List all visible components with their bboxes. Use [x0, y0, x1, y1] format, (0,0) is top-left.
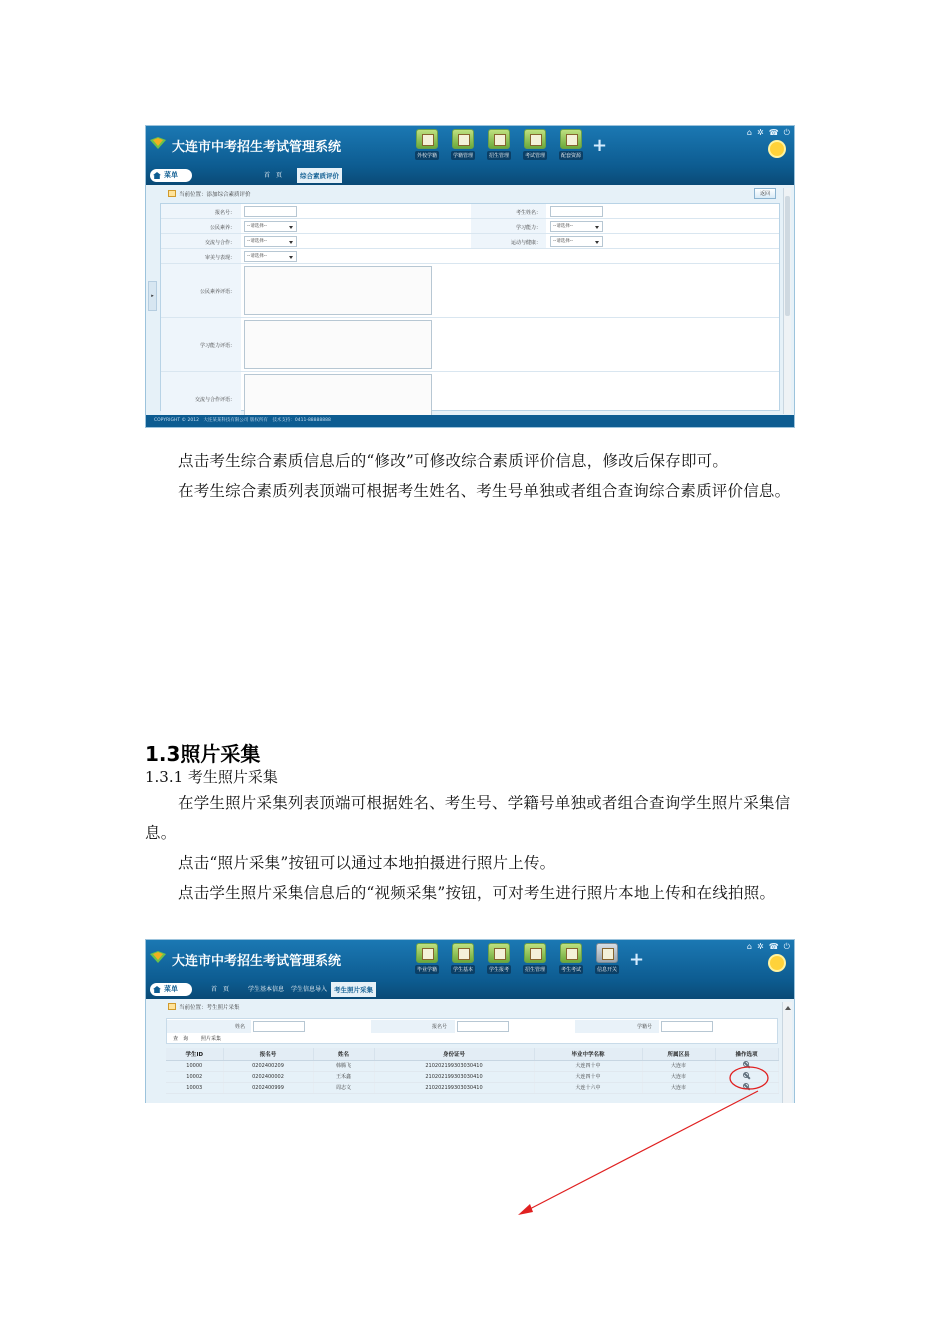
add-icon[interactable]: +: [592, 135, 608, 156]
back-button[interactable]: 返回: [754, 188, 776, 199]
logo-icon: [150, 951, 166, 963]
menu-button[interactable]: 菜单: [150, 983, 192, 996]
app-title: 大连市中考招生考试管理系统: [172, 140, 342, 155]
tab-bar: [146, 166, 794, 185]
photo-table: [166, 1048, 779, 1094]
nav-outside-student[interactable]: 外校学籍: [414, 129, 440, 160]
col-student-id[interactable]: 学生ID: [166, 1048, 223, 1060]
name-search-input[interactable]: [253, 1021, 305, 1032]
nav-exam[interactable]: 考生考试: [558, 943, 584, 974]
search-button[interactable]: 查 询: [173, 1036, 189, 1042]
chart-icon: [452, 943, 474, 963]
footer: COPYRIGHT © 2012 大连某某科技有限公司 版权所有 技术支持：0411-88888888: [146, 415, 794, 427]
name-label: 考生姓名：: [515, 210, 541, 216]
tab-photo-capture[interactable]: 考生照片采集: [331, 982, 376, 997]
annotation-arrow-line: [524, 1091, 758, 1212]
col-regno[interactable]: 报名号: [223, 1048, 313, 1060]
video-capture-icon[interactable]: [743, 1083, 751, 1091]
stuno-label: 学籍号: [637, 1024, 653, 1030]
regno-label: 报名号：: [214, 210, 235, 216]
table-row[interactable]: 10000 0202400209 韩腾飞 210202199303030410 大连四十中 大连市: [166, 1060, 778, 1071]
phone-icon[interactable]: ☎: [768, 942, 779, 951]
screenshot-photo-list: [145, 939, 795, 1103]
photo-capture-button[interactable]: 照片采集: [201, 1036, 222, 1042]
col-name[interactable]: 姓名: [313, 1048, 374, 1060]
study-eval-label: 学习能力评语：: [199, 343, 235, 349]
evaluation-form: [160, 203, 780, 411]
nav-resources[interactable]: 配套资源: [558, 129, 584, 160]
study-eval-textarea[interactable]: [244, 320, 432, 369]
tab-bar: [146, 980, 794, 999]
regno-input[interactable]: [244, 206, 297, 217]
regno-search-input[interactable]: [457, 1021, 509, 1032]
app-header: [146, 940, 794, 980]
tab-home[interactable]: 首 页: [211, 986, 230, 993]
civic-eval-textarea[interactable]: [244, 266, 432, 315]
art-select[interactable]: --请选择--: [244, 251, 297, 262]
notebook-icon: [524, 129, 546, 149]
tab-student-basic[interactable]: 学生基本信息: [248, 986, 285, 993]
table-row[interactable]: 10002 0202400002 王禾鑫 210202199303030410 大连四十中 大连市: [166, 1071, 778, 1082]
name-input[interactable]: [550, 206, 603, 217]
comm-label: 交流与合作：: [204, 240, 235, 246]
folder-icon: [416, 129, 438, 149]
scrollbar[interactable]: [783, 188, 791, 414]
gear-icon[interactable]: ✲: [757, 942, 764, 951]
arrow-head-icon: [518, 1204, 533, 1215]
col-school[interactable]: 毕业中学名称: [534, 1048, 642, 1060]
study-label: 学习能力：: [515, 225, 541, 231]
paragraph-photo-button: 点击“照片采集”按钮可以通过本地拍摄进行照片上传。: [178, 854, 556, 872]
video-capture-icon[interactable]: [743, 1072, 751, 1080]
network-icon: [560, 129, 582, 149]
app-header: [146, 126, 794, 166]
study-select[interactable]: --请选择--: [550, 221, 603, 232]
app-title: 大连市中考招生考试管理系统: [172, 954, 342, 969]
nav-info-switch[interactable]: 信息开关: [594, 943, 620, 974]
col-district[interactable]: 所属区县: [642, 1048, 715, 1060]
notebook-icon: [524, 943, 546, 963]
sidebar-toggle[interactable]: ▸: [148, 281, 157, 311]
regno-label: 报名号: [432, 1024, 448, 1030]
search-panel: [166, 1018, 778, 1044]
location-icon: [168, 190, 176, 197]
paragraph-photo-query: 在学生照片采集列表顶端可根据姓名、考生号、学籍号单独或者组合查询学生照片采集信息。: [145, 794, 791, 842]
nav-student-apply[interactable]: 学生报考: [486, 943, 512, 974]
home-icon[interactable]: ⌂: [746, 942, 752, 951]
calendar-icon: [560, 943, 582, 963]
chart-icon: [452, 129, 474, 149]
name-label: 姓名: [235, 1024, 246, 1030]
power-icon[interactable]: ⏻: [783, 128, 790, 137]
civic-label: 公民素养：: [209, 225, 235, 231]
screenshot-form: [145, 125, 795, 428]
weather-icon: [770, 956, 784, 970]
paragraph-modify: 点击考生综合素质信息后的“修改”可修改综合素质评价信息，修改后保存即可。: [178, 452, 729, 470]
col-idcard[interactable]: 身份证号: [374, 1048, 534, 1060]
nav-graduation[interactable]: 毕业学籍: [414, 943, 440, 974]
civic-select[interactable]: --请选择--: [244, 221, 297, 232]
nav-student-record[interactable]: 学籍管理: [450, 129, 476, 160]
table-header: [166, 1048, 778, 1060]
art-label: 审美与表现：: [204, 255, 235, 261]
col-actions: 操作选项: [715, 1048, 778, 1060]
document-icon: [488, 129, 510, 149]
nav-enrollment[interactable]: 招生管理: [522, 943, 548, 974]
sport-label: 运动与健康：: [510, 240, 541, 246]
add-icon[interactable]: +: [629, 949, 645, 970]
power-icon[interactable]: ⏻: [783, 942, 790, 951]
subsection-heading: 1.3.1 考生照片采集: [145, 768, 278, 786]
section-heading: 1.3照片采集: [145, 742, 261, 766]
logo-icon: [150, 137, 166, 149]
stuno-search-input[interactable]: [661, 1021, 713, 1032]
menu-button[interactable]: 菜单: [150, 169, 192, 182]
tab-home[interactable]: 首 页: [264, 172, 283, 179]
folder-icon: [416, 943, 438, 963]
window-controls: [747, 128, 790, 138]
comm-eval-label: 交流与合作评语：: [194, 397, 235, 403]
scrollbar[interactable]: [782, 1002, 792, 1103]
nav-enrollment[interactable]: 招生管理: [486, 129, 512, 160]
switch-icon: [596, 943, 618, 963]
home-icon[interactable]: ⌂: [746, 128, 752, 137]
phone-icon[interactable]: ☎: [768, 128, 779, 137]
sport-select[interactable]: --请选择--: [550, 236, 603, 247]
table-row[interactable]: 10003 0202400999 周志文 210202199303030410 大连十六中 大连市: [166, 1082, 778, 1093]
tab-quality-eval[interactable]: 综合素质评价: [297, 168, 342, 183]
weather-icon: [770, 142, 784, 156]
window-controls: [747, 942, 790, 952]
paragraph-video-capture: 点击学生照片采集信息后的“视频采集”按钮，可对考生进行照片本地上传和在线拍照。: [178, 884, 776, 902]
document-icon: [488, 943, 510, 963]
gear-icon[interactable]: ✲: [757, 128, 764, 137]
video-capture-icon[interactable]: [743, 1061, 751, 1069]
civic-eval-label: 公民素养评语：: [199, 289, 235, 295]
nav-exam[interactable]: 考试管理: [522, 129, 548, 160]
nav-student-basic[interactable]: 学生基本: [450, 943, 476, 974]
breadcrumb: 当前位置：添加综合素质评价: [179, 192, 251, 198]
paragraph-query: 在考生综合素质列表顶端可根据考生姓名、考生号单独或者组合查询综合素质评价信息。: [178, 482, 791, 500]
breadcrumb: 当前位置：考生照片采集: [179, 1005, 240, 1011]
location-icon: [168, 1003, 176, 1010]
comm-select[interactable]: --请选择--: [244, 236, 297, 247]
tab-student-import[interactable]: 学生信息导入: [291, 986, 328, 993]
